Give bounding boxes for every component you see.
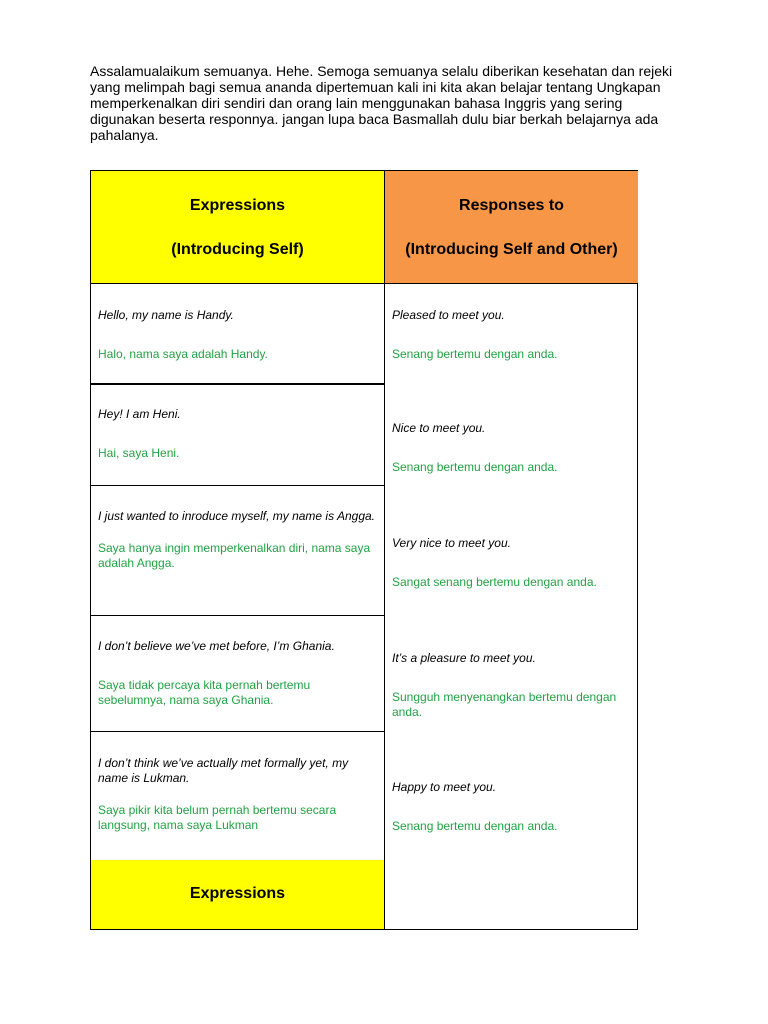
expression-english: Hey! I am Heni. [98, 407, 181, 421]
response-english: Pleased to meet you. [392, 308, 505, 322]
expressions-footer [91, 860, 384, 929]
expressions-column [91, 284, 385, 929]
expression-cell [91, 385, 384, 486]
responses-column [385, 284, 637, 929]
response-indonesian: Sungguh menyenangkan bertemu dengan anda. [392, 690, 617, 719]
response-indonesian: Senang bertemu dengan anda. [392, 347, 558, 361]
response-item [392, 308, 630, 362]
responses-header-title: Responses to [459, 197, 564, 214]
expression-indonesian: Saya tidak percaya kita pernah bertemu sebelumnya, nama saya Ghania. [98, 678, 311, 707]
response-item [392, 651, 630, 720]
expression-cell [91, 284, 384, 385]
expression-indonesian: Halo, nama saya adalah Handy. [98, 347, 268, 361]
response-indonesian: Sangat senang bertemu dengan anda. [392, 575, 597, 589]
response-indonesian: Senang bertemu dengan anda. [392, 819, 558, 833]
responses-header [385, 171, 638, 284]
expression-english: Hello, my name is Handy. [98, 308, 234, 322]
expressions-footer-label: Expressions [189, 885, 286, 902]
response-english: It’s a pleasure to meet you. [392, 651, 536, 665]
expression-indonesian: Hai, saya Heni. [98, 446, 180, 460]
response-indonesian: Senang bertemu dengan anda. [392, 460, 558, 474]
expression-cell [91, 732, 384, 862]
expressions-table [90, 170, 638, 930]
expression-indonesian: Saya pikir kita belum pernah bertemu secara langsung, nama saya Lukman [98, 803, 337, 832]
response-english: Very nice to meet you. [392, 536, 511, 550]
response-english: Nice to meet you. [392, 421, 486, 435]
intro-paragraph: Assalamualaikum semuanya. Hehe. Semoga semuanya selalu diberikan kesehatan dan rejeki yang melimpah bagi semua ananda dipertemuan kali ini kita akan belajar tentang Ungkapan memperkenalkan diri sendiri dan orang lain menggunakan bahasa Inggris yang sering digunakan beserta responnya. jangan lupa baca Basmallah dulu biar berkah belajarnya ada pahalanya. [90, 63, 673, 143]
response-item [392, 780, 630, 834]
expression-english: I just wanted to inroduce myself, my name is Angga. [98, 509, 376, 523]
expression-cell [91, 616, 384, 732]
responses-header-subtitle: (Introducing Self and Other) [405, 241, 618, 258]
expressions-header-subtitle: (Introducing Self) [171, 241, 304, 258]
expressions-header-title: Expressions [189, 197, 286, 214]
expression-indonesian: Saya hanya ingin memperkenalkan diri, nama saya adalah Angga. [98, 541, 371, 570]
response-english: Happy to meet you. [392, 780, 497, 794]
response-item [392, 421, 630, 475]
expression-english: I don’t think we’ve actually met formally yet, my name is Lukman. [98, 756, 349, 785]
expression-english: I don’t believe we’ve met before, I’m Ghania. [98, 639, 335, 653]
response-item [392, 536, 630, 590]
expressions-header [91, 171, 385, 284]
expression-cell [91, 486, 384, 616]
